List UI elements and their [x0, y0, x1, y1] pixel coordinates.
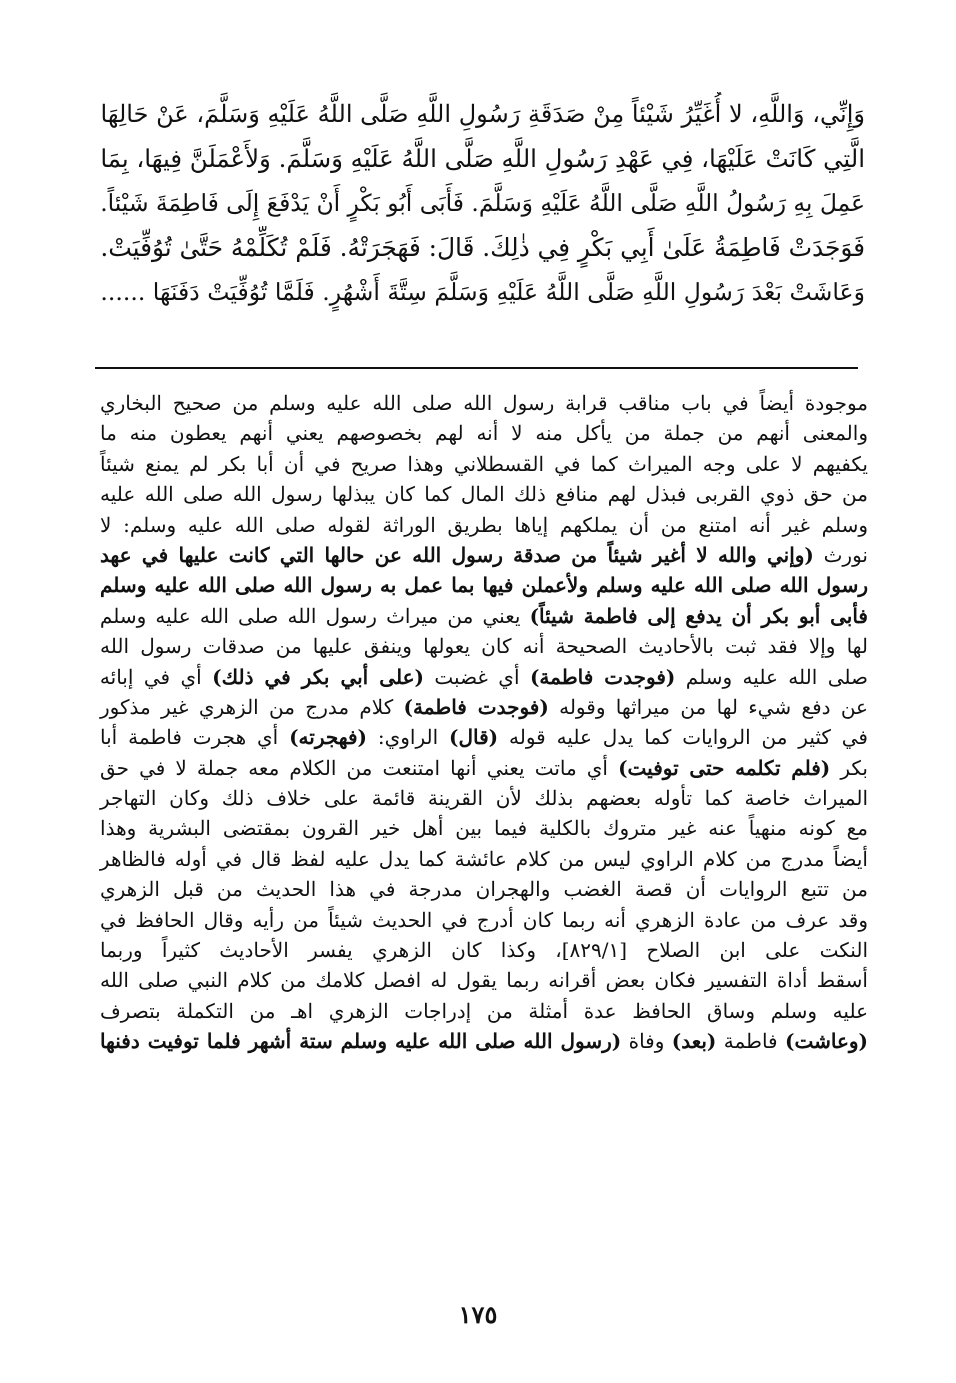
note-text: أي هجرت فاطمة أبا	[100, 725, 290, 750]
note-text: أي غضبت	[423, 664, 530, 689]
quoted-hadith-phrase: (فهجرته)	[289, 725, 368, 750]
note-line	[95, 753, 868, 783]
note-text: لها وإلا فقد ثبت بالأحاديث الصحيحة أنه كان يعولها وينفق عليها من صدقات رسول الله	[100, 634, 868, 659]
note-text: الميراث خاصة كما تأوله بعضهم بذلك لأن القرينة قائمة على خلاف ذلك وكان التهاجر	[100, 786, 868, 811]
quoted-hadith-phrase: فأبى أبو بكر أن يدفع إلى فاطمة شيئاً)	[529, 603, 868, 628]
note-text: أي في إبائه	[99, 664, 213, 689]
note-text: صلى الله عليه وسلم	[675, 664, 868, 689]
quoted-hadith-phrase: (وعاشت)	[784, 1029, 868, 1054]
note-line	[95, 662, 868, 692]
note-line	[95, 783, 868, 813]
note-line	[95, 844, 868, 874]
quoted-hadith-phrase: (على أبي بكر في ذلك)	[212, 664, 424, 689]
note-text: موجودة أيضاً في باب مناقب قرابة رسول الله صلى الله عليه وسلم من صحيح البخاري	[99, 391, 868, 415]
note-line	[95, 692, 868, 722]
note-text: عن دفع شيء لها من ميراثها وقوله	[548, 694, 868, 719]
note-line	[95, 631, 868, 661]
note-line	[95, 935, 868, 965]
note-line	[95, 601, 868, 631]
main-text-line: فَوَجَدَتْ فَاطِمَةُ عَلَىٰ أَبِي بَكْرٍ فِي ذٰلِكَ. قَالَ: فَهَجَرَتْهُ. فَلَمْ تُكَلِّمْهُ حَتَّىٰ تُوُفِّيَتْ.	[100, 232, 865, 262]
note-text: فاطمة	[716, 1029, 785, 1054]
note-line	[95, 540, 868, 570]
note-text: الراوي:	[367, 725, 450, 750]
note-text: بكر	[830, 755, 868, 780]
main-text-line: عَمِلَ بِهِ رَسُولُ اللَّهِ صَلَّى اللَّهُ عَلَيْهِ وَسَلَّمَ. فَأَبَى أَبُو بَكْرٍ أَنْ يَدْفَعَ إِلَى فَاطِمَةَ شَيْئاً.	[100, 189, 865, 217]
quoted-hadith-phrase: (رسول الله صلى الله عليه وسلم ستة أشهر فلما توفيت دفنها	[99, 1029, 622, 1054]
note-line	[95, 449, 868, 479]
quoted-hadith-phrase: (فلم تكلمه حتى توفيت)	[618, 755, 831, 780]
note-text: أيضاً مدرج من كلام الراوي ليس من كلام عائشة كما يدل عليه لفظ قال في أوله فالظاهر	[99, 846, 868, 871]
note-text: نورث	[813, 542, 868, 567]
note-text: يعني من ميراث رسول الله صلى الله عليه وسلم	[99, 603, 530, 628]
note-text: عليه وسلم وساق الحافظ عدة أمثلة من إدراجات الزهري اهـ من التكملة بتصرف	[99, 998, 868, 1023]
hadith-main-text	[95, 92, 865, 315]
note-line	[95, 479, 868, 509]
main-text-line: وَإِنِّي، وَاللَّهِ، لا أُغَيِّرُ شَيْئاً مِنْ صَدَقَةِ رَسُولِ اللَّهِ صَلَّى اللَّهُ عَلَيْهِ وَسَلَّمَ، عَنْ حَالِهَا	[100, 100, 865, 128]
note-text: النكت على ابن الصلاح [٨٢٩/١]، وكذا كان الزهري يفسر الأحاديث كثيراً وربما	[100, 938, 868, 963]
note-line	[95, 418, 868, 448]
note-line	[95, 510, 868, 540]
note-line	[95, 1026, 868, 1056]
note-line	[95, 388, 868, 418]
note-line	[95, 996, 868, 1026]
note-line	[95, 813, 868, 843]
quoted-hadith-phrase: (فوجدت فاطمة)	[529, 664, 676, 689]
page-number: ١٧٥	[458, 1300, 498, 1329]
quoted-hadith-phrase: (قال)	[449, 725, 499, 750]
quoted-hadith-phrase: (بعد)	[671, 1029, 717, 1054]
note-text: أي ماتت يعني أنها امتنعت من الكلام معه جملة لا في حق	[99, 755, 619, 780]
note-line	[95, 905, 868, 935]
note-text: أسقط أداة التفسير فكان بعض أقرانه ربما يقول له افصل كلامك من كلام النبي صلى الله	[99, 968, 868, 993]
footnote-separator	[95, 367, 858, 369]
note-text: مع كونه منهياً عنه غير متروك بالكلية فيما بين أهل خير القرون بمقتضى البشرية وهذا	[100, 816, 868, 841]
note-line	[95, 965, 868, 995]
main-text-line: وَعَاشَتْ بَعْدَ رَسُولِ اللَّهِ صَلَّى اللَّهُ عَلَيْهِ وَسَلَّمَ سِتَّةَ أَشْهُرٍ. فَلَمَّا تُوُفِّيَتْ دَفَنَهَا ......	[100, 278, 865, 306]
note-text: من حق ذوي القربى فبذل لهم منافع ذلك المال كما كان يبذلها رسول الله صلى الله عليه	[100, 482, 868, 507]
quoted-hadith-phrase: (وإني والله لا أغير شيئاً من صدقة رسول الله عن حالها التي كانت عليها في عهد	[99, 542, 814, 567]
commentary-notes	[95, 388, 868, 1057]
note-line	[95, 874, 868, 904]
note-line	[95, 570, 868, 600]
note-text: وقد عرف من عادة الزهري أنه ربما كان أدرج في الحديث شيئاً من رأيه وقال الحافظ في	[100, 907, 868, 932]
note-line	[95, 722, 868, 752]
note-text: وفاة	[621, 1029, 672, 1054]
note-text: كلام مدرج من الزهري غير مذكور	[99, 694, 404, 719]
note-text: والمعنى أنهم من جملة من يأكل منه لا أنه لهم بخصوصهم يعني أنهم يعطون منه ما	[100, 421, 868, 446]
note-text: في كثير من الروايات كما يدل عليه قوله	[498, 725, 868, 750]
quoted-hadith-phrase: (فوجدت فاطمة)	[403, 694, 549, 719]
note-text: يكفيهم لا على وجه الميراث كما في القسطلاني وهذا صريح في أن أبا بكر لم يمنع شيئاً	[100, 451, 868, 476]
note-text: وسلم غير أنه امتنع من أن يملكهم إياها بطريق الوراثة لقوله صلى الله عليه وسلم: لا	[100, 512, 868, 537]
quoted-hadith-phrase: رسول الله صلى الله عليه وسلم ولأعملن فيها بما عمل به رسول الله صلى الله عليه وسلم	[100, 573, 868, 598]
note-text: من تتبع الروايات أن قصة الغضب والهجران مدرجة في هذا الحديث من قبل الزهري	[99, 877, 868, 902]
main-text-line: الَّتِي كَانَتْ عَلَيْهَا، فِي عَهْدِ رَسُولِ اللَّهِ صَلَّى اللَّهُ عَلَيْهِ وَسَلَّمَ. وَلأَعْمَلَنَّ فِيهَا، بِمَا	[100, 143, 865, 173]
